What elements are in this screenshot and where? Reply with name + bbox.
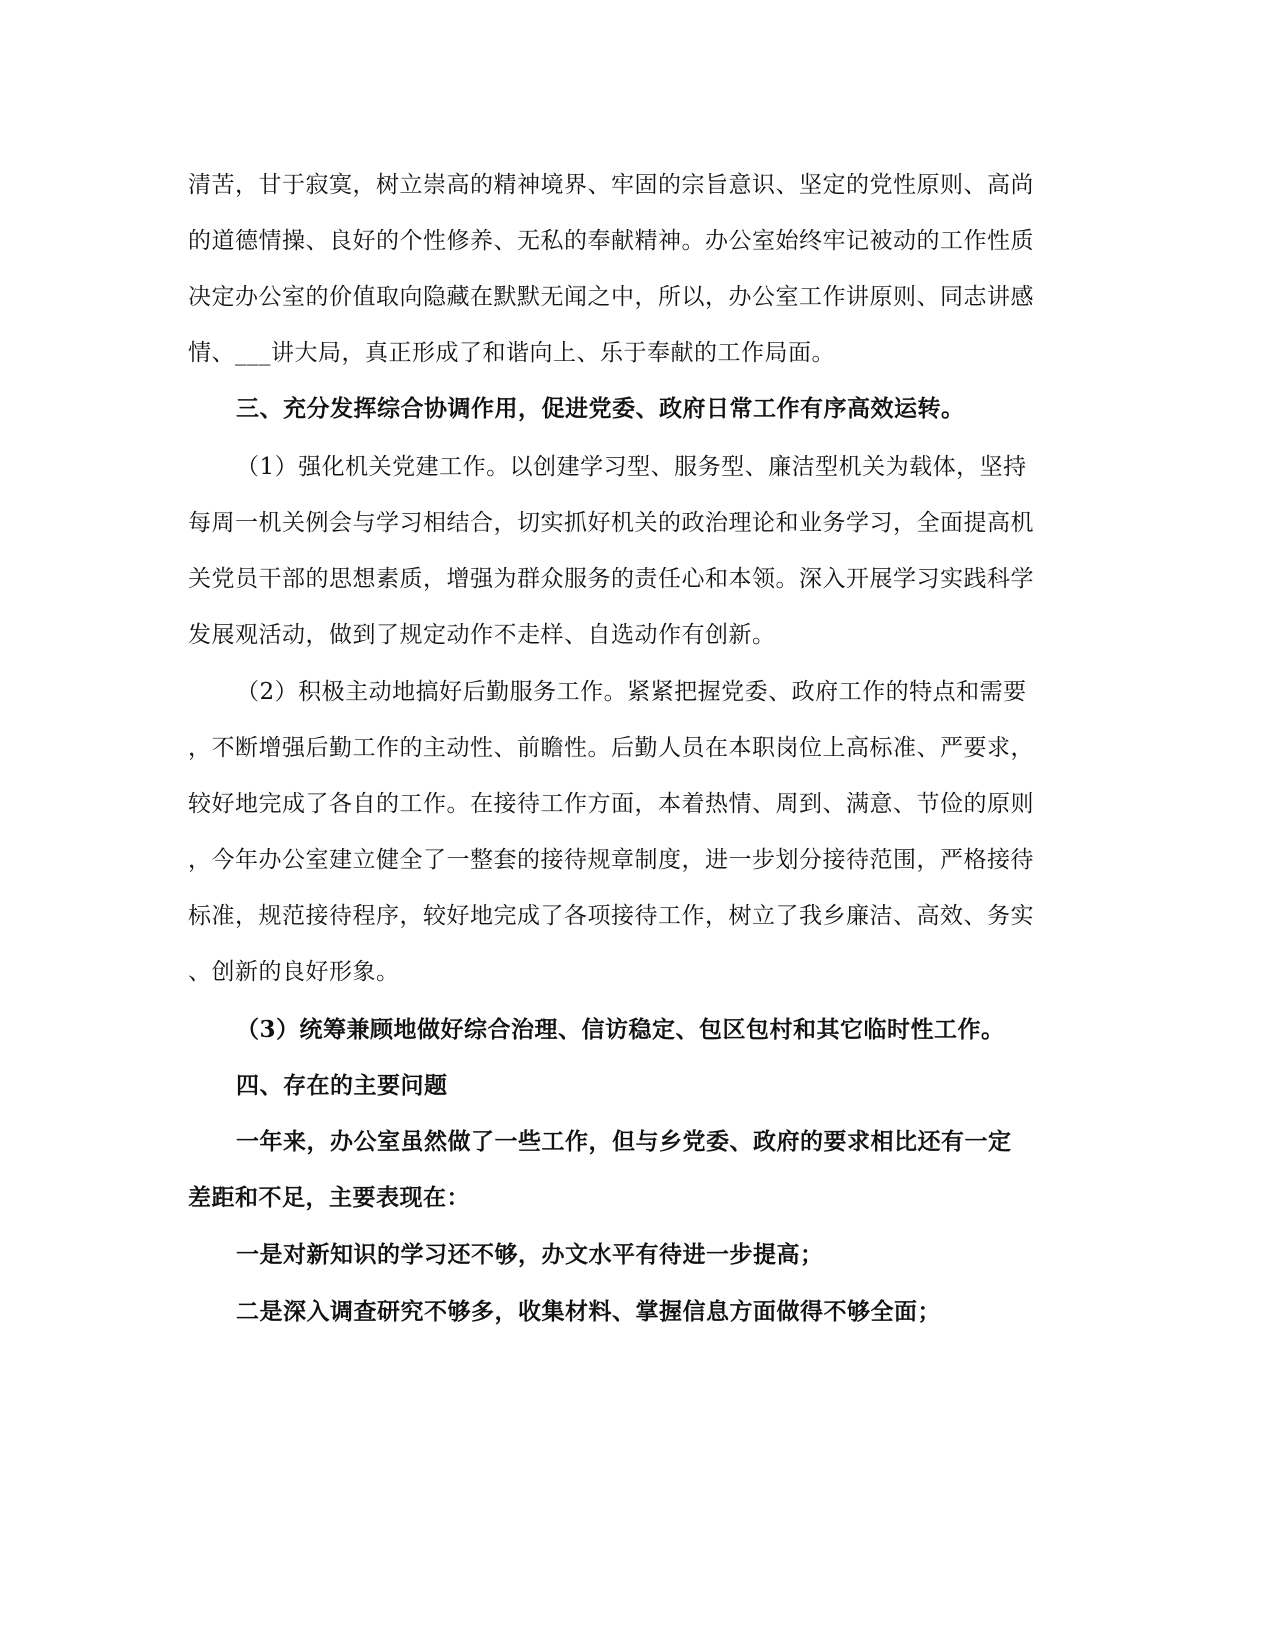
text-line: ，今年办公室建立健全了一整套的接待规章制度，进一步划分接待范围，严格接待	[188, 847, 1034, 873]
text-line: 标准，规范接待程序，较好地完成了各项接待工作，树立了我乡廉洁、高效、务实	[188, 903, 1034, 929]
text-line: 发展观活动，做到了规定动作不走样、自选动作有创新。	[188, 622, 776, 648]
text-line: （1）强化机关党建工作。以创建学习型、服务型、廉洁型机关为载体，坚持	[236, 454, 1027, 480]
text-line: 一年来，办公室虽然做了一些工作，但与乡党委、政府的要求相比还有一定	[236, 1128, 1012, 1155]
text-line: 、创新的良好形象。	[188, 959, 400, 985]
text-line: 二是深入调查研究不够多，收集材料、掌握信息方面做得不够全面；	[236, 1298, 941, 1325]
text-line: 差距和不足，主要表现在：	[188, 1184, 470, 1211]
text-line: 较好地完成了各自的工作。在接待工作方面，本着热情、周到、满意、节俭的原则	[188, 791, 1034, 817]
text-line: （2）积极主动地搞好后勤服务工作。紧紧把握党委、政府工作的特点和需要	[236, 679, 1027, 705]
subsection-heading: （3）统筹兼顾地做好综合治理、信访稳定、包区包村和其它临时性工作。	[236, 1016, 1005, 1043]
text-line: 清苦，甘于寂寞，树立崇高的精神境界、牢固的宗旨意识、坚定的党性原则、高尚	[188, 172, 1034, 198]
text-line: ，不断增强后勤工作的主动性、前瞻性。后勤人员在本职岗位上高标准、严要求，	[188, 735, 1034, 761]
text-line: 每周一机关例会与学习相结合，切实抓好机关的政治理论和业务学习，全面提高机	[188, 510, 1034, 536]
text-line: 的道德情操、良好的个性修养、无私的奉献精神。办公室始终牢记被动的工作性质	[188, 228, 1034, 254]
text-line: 决定办公室的价值取向隐藏在默默无闻之中，所以，办公室工作讲原则、同志讲感	[188, 284, 1034, 310]
section-heading: 三、充分发挥综合协调作用，促进党委、政府日常工作有序高效运转。	[236, 395, 965, 422]
text-line: 情、___讲大局，真正形成了和谐向上、乐于奉献的工作局面。	[188, 340, 835, 366]
section-heading: 四、存在的主要问题	[236, 1072, 448, 1099]
text-line: 关党员干部的思想素质，增强为群众服务的责任心和本领。深入开展学习实践科学	[188, 566, 1034, 592]
text-line: 一是对新知识的学习还不够，办文水平有待进一步提高；	[236, 1241, 824, 1268]
